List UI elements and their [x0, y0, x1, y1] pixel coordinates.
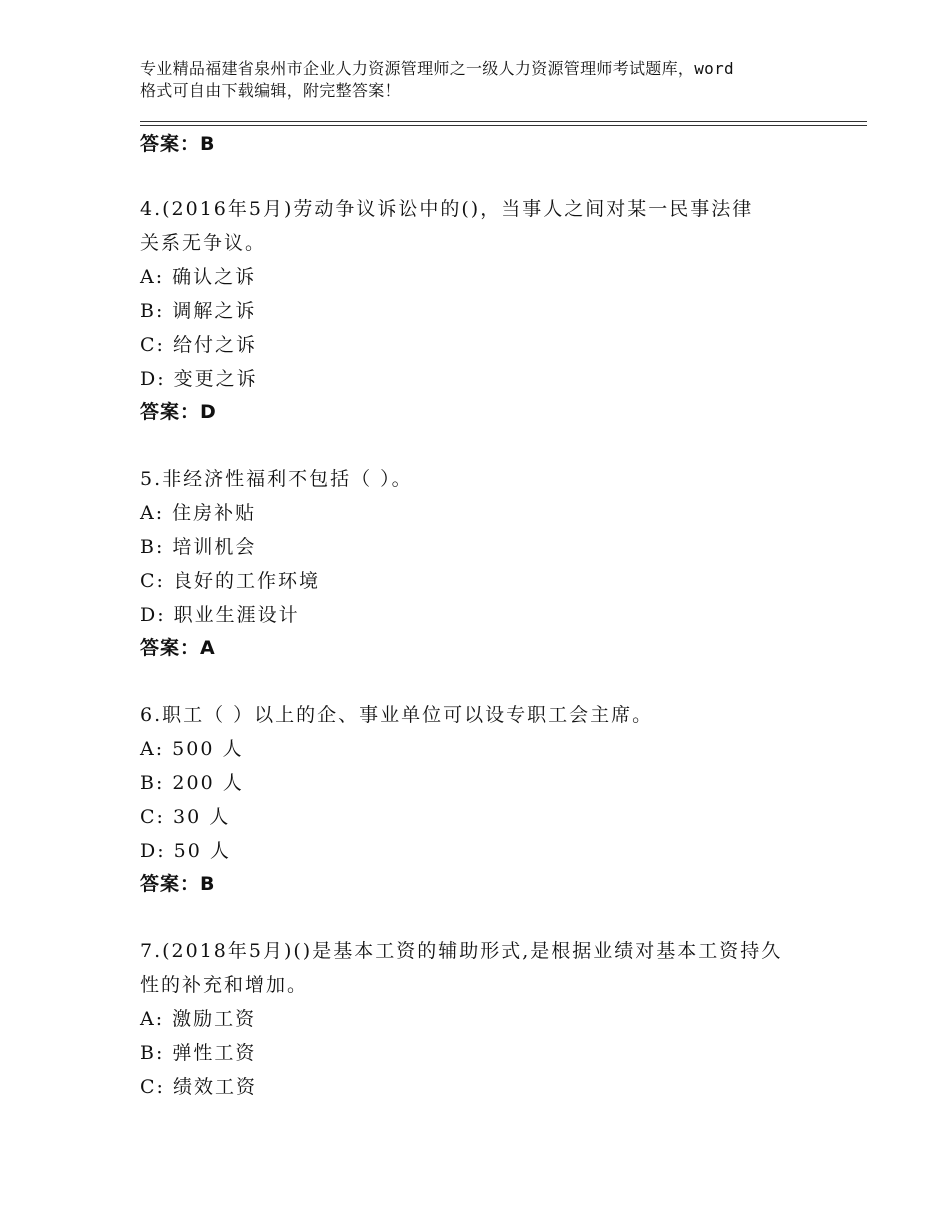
option-d: D: 职业生涯设计: [140, 604, 300, 626]
header-line-2: 格式可自由下载编辑，附完整答案！: [140, 81, 401, 100]
option-a: A: 确认之诉: [140, 266, 257, 288]
question-text-line: 4.(2016年5月)劳动争议诉讼中的()，当事人之间对某一民事法律: [140, 198, 754, 220]
question-5: [140, 462, 840, 666]
document-header: [140, 58, 840, 102]
question-text-line: 性的补充和增加。: [140, 974, 309, 996]
option-b: B: 调解之诉: [140, 300, 257, 322]
option-c: C: 良好的工作环境: [140, 570, 320, 592]
header-line-1: 专业精品福建省泉州市企业人力资源管理师之一级人力资源管理师考试题库，word: [140, 59, 734, 78]
document-body: [140, 128, 840, 1104]
option-a: A: 500 人: [140, 738, 244, 760]
option-c: C: 给付之诉: [140, 334, 257, 356]
option-d: D: 50 人: [140, 840, 231, 862]
option-c: C: 30 人: [140, 806, 231, 828]
option-b: B: 弹性工资: [140, 1042, 257, 1064]
answer-line: 答案：B: [140, 133, 216, 155]
question-text-line: 7.(2018年5月)()是基本工资的辅助形式,是根据业绩对基本工资持久: [140, 940, 783, 962]
option-a: A: 激励工资: [140, 1008, 257, 1030]
question-text-line: 6.职工（ ）以上的企、事业单位可以设专职工会主席。: [140, 704, 654, 726]
answer-line: 答案：A: [140, 637, 216, 659]
question-text-line: 关系无争议。: [140, 232, 267, 254]
option-a: A: 住房补贴: [140, 502, 257, 524]
answer-line: 答案：D: [140, 401, 217, 423]
header-divider: [140, 121, 867, 126]
answer-line: 答案：B: [140, 873, 216, 895]
option-b: B: 培训机会: [140, 536, 257, 558]
question-4: [140, 192, 840, 430]
question-7: [140, 934, 840, 1104]
question-6: [140, 698, 840, 902]
option-b: B: 200 人: [140, 772, 244, 794]
question-text-line: 5.非经济性福利不包括（ ）。: [140, 468, 413, 490]
option-c: C: 绩效工资: [140, 1076, 257, 1098]
option-d: D: 变更之诉: [140, 368, 258, 390]
